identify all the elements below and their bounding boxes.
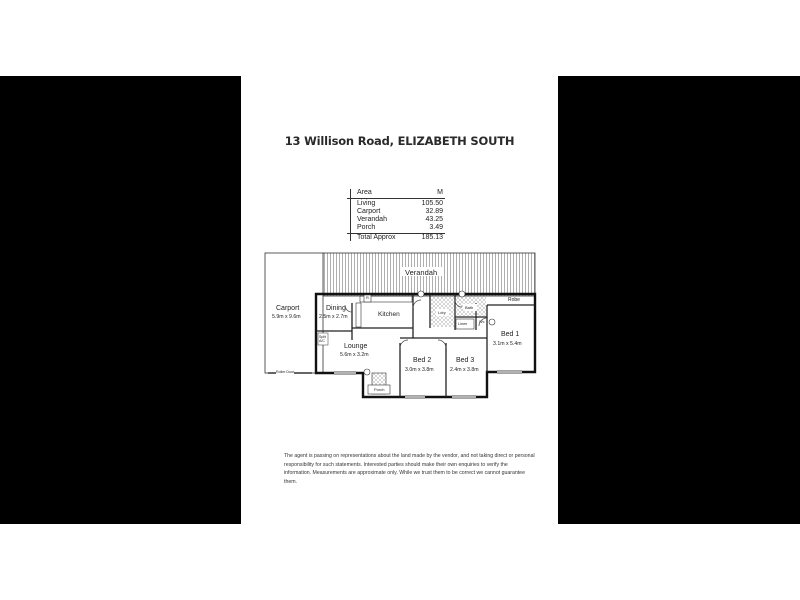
laundry-label: Ldry bbox=[438, 310, 446, 315]
fridge-label: R bbox=[366, 295, 369, 300]
table-row-name: Porch bbox=[357, 224, 376, 231]
disclaimer-text: The agent is passing on representations about the land made by the vendor, and not taking direct or personal responsibility for such statements. Interested parties should make their own enquiries to verify the information. Measurements are approximate only. While we trust them to be correct we cannot guarantee them. bbox=[284, 453, 535, 485]
bed2-label: Bed 2 bbox=[413, 357, 432, 364]
entry-door-marker bbox=[364, 369, 370, 375]
bed2-size: 3.0m x 3.8m bbox=[405, 367, 434, 373]
dining-size: 2.5m x 2.7m bbox=[319, 314, 348, 320]
lounge-size: 5.6m x 3.2m bbox=[340, 352, 369, 358]
kitchen-island bbox=[356, 303, 361, 327]
table-row-name: Carport bbox=[357, 208, 381, 215]
bedroom-door-marker bbox=[489, 319, 495, 325]
roller-door-label: Roller Door bbox=[276, 370, 295, 374]
wc-label: Wc bbox=[479, 320, 485, 324]
table-total-value: 185.13 bbox=[421, 234, 443, 241]
linen-label: Linen bbox=[458, 322, 468, 326]
table-header-area: Area bbox=[357, 189, 372, 196]
porch-label: Porch bbox=[374, 387, 385, 392]
table-row-value: 32.89 bbox=[425, 208, 443, 215]
lounge-label: Lounge bbox=[344, 343, 368, 350]
bed3-size: 2.4m x 3.8m bbox=[450, 367, 479, 373]
carport-label: Carport bbox=[276, 305, 300, 312]
bath-door-marker bbox=[459, 291, 465, 297]
bed3-label: Bed 3 bbox=[456, 357, 475, 364]
verandah-label: Verandah bbox=[405, 268, 438, 277]
kitchen-label: Kitchen bbox=[378, 311, 400, 318]
table-row-value: 3.49 bbox=[429, 224, 443, 231]
dining-label: Dining bbox=[326, 305, 346, 312]
table-total-name: Total Approx bbox=[357, 234, 396, 241]
bath-label: Bath bbox=[465, 305, 474, 310]
split-ac-label: Split A/C bbox=[319, 335, 326, 344]
carport-size: 5.9m x 9.6m bbox=[272, 314, 301, 320]
carport-area bbox=[265, 253, 323, 373]
property-title: 13 Willison Road, ELIZABETH SOUTH bbox=[284, 134, 515, 148]
table-row-name: Living bbox=[357, 200, 376, 207]
laundry-door-marker bbox=[418, 291, 424, 297]
table-row-value: 105.50 bbox=[421, 200, 443, 207]
table-row-name: Verandah bbox=[357, 216, 387, 223]
bed1-label: Bed 1 bbox=[501, 331, 520, 338]
robe-label: Robe bbox=[508, 297, 520, 303]
table-header-unit: M bbox=[437, 189, 443, 196]
bed1-size: 3.1m x 5.4m bbox=[493, 341, 522, 347]
table-row-value: 43.25 bbox=[425, 216, 443, 223]
